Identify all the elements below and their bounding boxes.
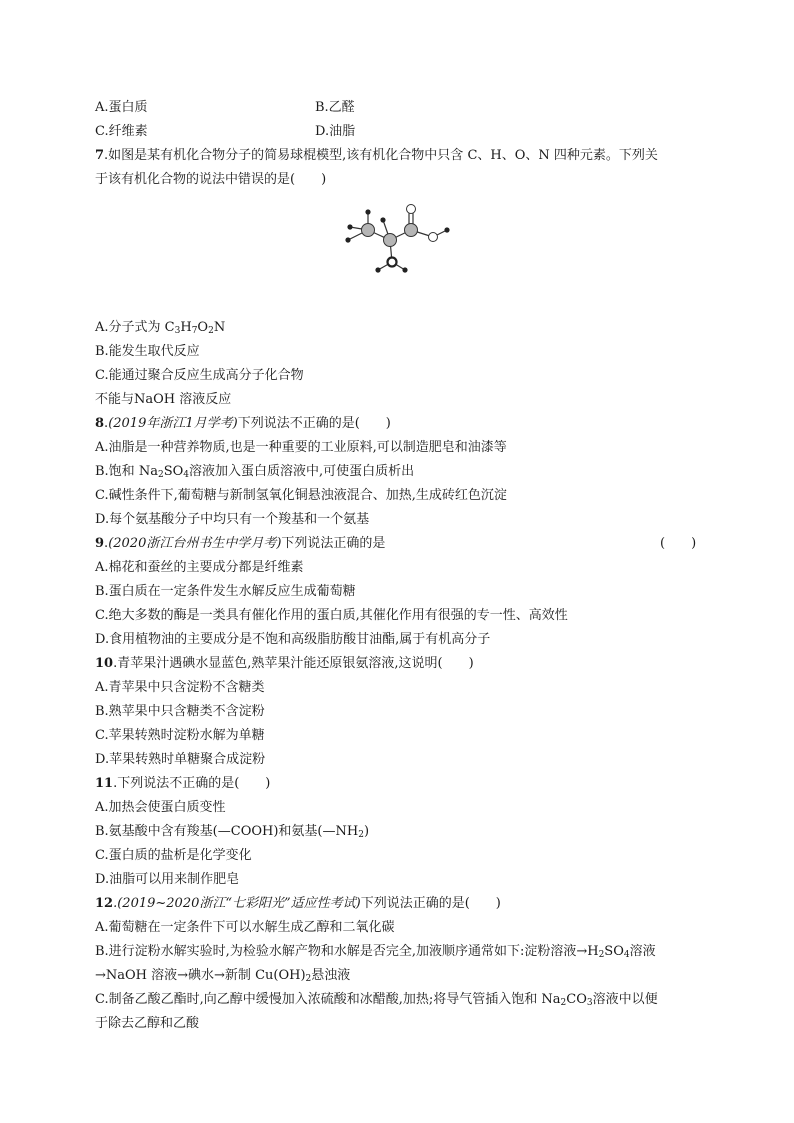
subscript: 3 [586,998,593,1008]
q8-option-b-text: 溶液加入蛋白质溶液中,可使蛋白质析出 [189,464,415,479]
h-atom-ball [380,217,385,222]
q12-option-b-line-2 [95,968,350,984]
q8-option-c: C.碱性条件下,葡萄糖与新制氢氧化铜悬浊液混合、加热,生成砖红色沉淀 [95,488,507,503]
q12-option-c-text: CO [566,992,587,1007]
subscript: 2 [305,974,312,984]
q9-option-d: D.食用植物油的主要成分是不饱和高级脂肪酸甘油酯,属于有机高分子 [95,632,491,647]
q10-option-b: B.熟苹果中只含糖类不含淀粉 [95,704,265,719]
q9-option-a: A.棉花和蚕丝的主要成分都是纤维素 [95,560,304,575]
q10-number: 10 [95,656,114,671]
q9-number: 9 [95,536,105,551]
q8-option-d: D.每个氨基酸分子中均只有一个羧基和一个氨基 [95,512,370,527]
q9-option-c: C.绝大多数的酶是一类具有催化作用的蛋白质,其催化作用有很强的专一性、高效性 [95,608,568,623]
q9-source: (2020浙江台州书生中学月考) [108,536,282,551]
subscript: 2 [358,830,364,840]
c-atom-ball [362,224,375,237]
subscript: 2 [208,326,214,336]
q7-stem-1: .如图是某有机化合物分子的简易球棍模型,该有机化合物中只含 C、H、O、N 四种元素。下列关 [104,148,658,163]
h-atom-ball [375,267,380,272]
subscript: 3 [174,326,181,336]
h-atom-ball [365,209,370,214]
subscript: 4 [183,470,189,480]
subscript: 4 [623,950,630,960]
q11-option-d: D.油脂可以用来制作肥皂 [95,872,240,887]
h-atom-ball [347,224,352,229]
q7-option-a [95,320,225,336]
q7-number: 7 [95,148,105,163]
q6-option-c: C.纤维素 [95,124,148,139]
q10-option-d: D.苹果转熟时单糖聚合成淀粉 [95,752,266,767]
h-atom-ball [345,237,350,242]
q10-stem [95,656,474,672]
q6-option-a: A.蛋白质 [95,100,148,115]
c-atom-ball [384,234,397,247]
q11-number: 11 [95,776,114,791]
q7-stem-2: 于该有机化合物的说法中错误的是( ) [95,172,327,187]
o-atom-ball [429,233,438,242]
q12-number: 12 [95,896,114,911]
q6-option-row-1 [95,100,355,116]
q7-option-a-text: H [180,320,192,335]
subscript: 2 [157,470,164,480]
q11-option-b [95,824,369,840]
subscript: 2 [598,950,605,960]
q12-option-b-text: 悬浊液 [311,968,351,983]
q10-stem-text: .青苹果汁遇碘水显蓝色,熟苹果汁能还原银氨溶液,这说明( ) [113,656,474,671]
q6-option-b: B.乙醛 [315,100,355,115]
q11-option-c: C.蛋白质的盐析是化学变化 [95,848,252,863]
q11-option-b-text: ) [363,824,370,839]
q7-option-a-text: A.分子式为 C [95,320,175,335]
q7-option-a-text: O [197,320,209,335]
c-atom-ball [405,224,418,237]
q7-option-a-text: N [213,320,226,335]
o-atom-ball [407,205,416,214]
q10-option-c: C.苹果转熟时淀粉水解为单糖 [95,728,265,743]
q8-stem: 8.(2019年浙江1月学考)下列说法不正确的是( ) [95,416,391,431]
h-atom-ball [444,227,449,232]
q10-option-a: A.青苹果中只含淀粉不含糖类 [95,680,265,695]
q12-option-c-text: C.制备乙酸乙酯时,向乙醇中缓慢加入浓硫酸和冰醋酸,加热;将导气管插入饱和 Na [95,992,561,1007]
q7-stem-line-2 [95,172,326,188]
q8-source: (2019年浙江1月学考) [108,416,238,431]
q12-option-b-text: B.进行淀粉水解实验时,为检验水解产物和水解是否完全,加液顺序通常如下:淀粉溶液→H [95,944,599,959]
q11-stem [95,776,270,792]
q12-source: .(2019~2020浙江“七彩阳光”适应性考试) [113,896,361,911]
q8-option-b-text: B.饱和 Na [95,464,158,479]
ball-and-stick-molecule-figure [335,200,455,280]
q7-option-b: B.能发生取代反应 [95,344,200,359]
q11-option-a: A.加热会使蛋白质变性 [95,800,226,815]
q7-stem-line-1 [95,148,658,164]
q8-option-a: A.油脂是一种营养物质,也是一种重要的工业原料,可以制造肥皂和油漆等 [95,440,507,455]
q7-option-c: C.能通过聚合反应生成高分子化合物 [95,368,304,383]
q11-stem-text: .下列说法不正确的是( ) [113,776,271,791]
h-atom-ball [402,267,407,272]
q9-option-b: B.蛋白质在一定条件发生水解反应生成葡萄糖 [95,584,356,599]
q12-stem [95,896,501,912]
q9-stem-text: 下列说法正确的是 [281,536,386,551]
q9-stem: 9.(2020浙江台州书生中学月考)下列说法正确的是 [95,536,386,551]
q8-option-b-text: SO [163,464,184,479]
q12-option-c-line-2: 于除去乙醇和乙酸 [95,1016,200,1031]
q12-option-b-text: SO [604,944,624,959]
q8-option-b [95,464,414,480]
subscript: 2 [560,998,567,1008]
q12-option-b-text: 溶液 [629,944,656,959]
q11-option-b-text: B.氨基酸中含有羧基(—COOH)和氨基(—NH [95,824,359,839]
q12-option-c-line-1 [95,992,658,1008]
q8-number: 8 [95,416,105,431]
q6-option-d: D.油脂 [315,124,356,139]
q12-option-b-text: →NaOH 溶液→碘水→新制 Cu(OH) [95,968,306,983]
q8-stem-text: 下列说法不正确的是( ) [237,416,391,431]
q6-option-row-2 [95,124,356,140]
n-atom-ball [388,258,397,267]
q12-option-a: A.葡萄糖在一定条件下可以水解生成乙醇和二氧化碳 [95,920,395,935]
q9-answer-bracket: ( ) [660,536,697,551]
q12-stem-text: 下列说法正确的是( ) [360,896,501,911]
q12-option-b-line-1 [95,944,656,960]
q12-option-c-text: 溶液中以便 [592,992,658,1007]
q7-option-d: 不能与NaOH 溶液反应 [95,392,232,407]
subscript: 7 [191,326,198,336]
